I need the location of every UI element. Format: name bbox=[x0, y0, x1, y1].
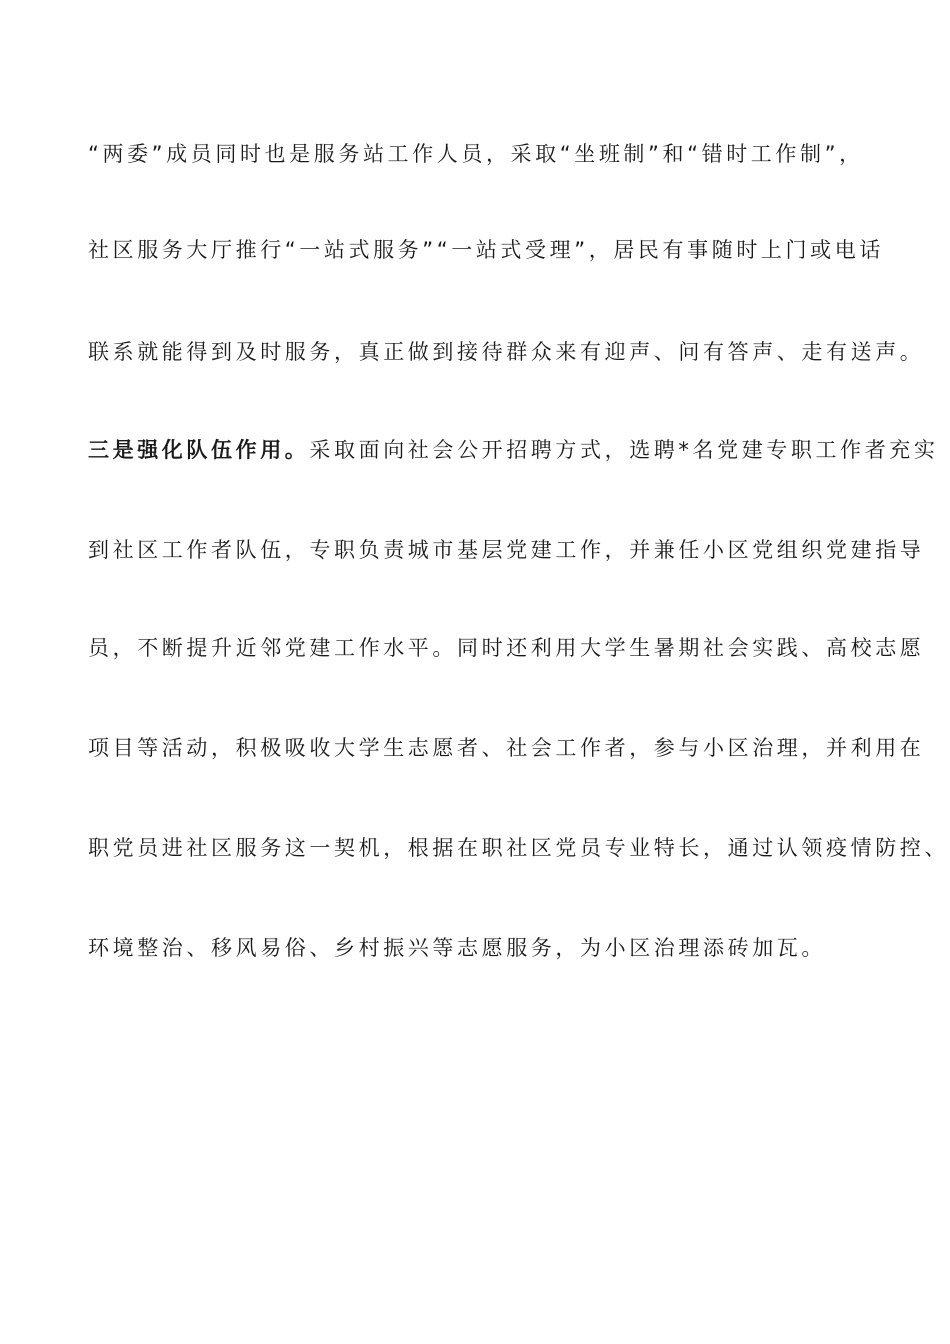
paragraph-line-6: 员，不断提升近邻党建工作水平。同时还利用大学生暑期社会实践、高校志愿 bbox=[88, 636, 925, 660]
paragraph-line-5: 到社区工作者队伍，专职负责城市基层党建工作，并兼任小区党组织党建指导 bbox=[88, 538, 925, 562]
paragraph-line-2: 社区服务大厅推行“一站式服务”“一站式受理”，居民有事随时上门或电话 bbox=[88, 238, 884, 262]
paragraph-line-7: 项目等活动，积极吸收大学生志愿者、社会工作者，参与小区治理，并利用在 bbox=[88, 736, 925, 760]
section-heading: 三是强化队伍作用。 bbox=[88, 438, 310, 462]
paragraph-line-1: “两委”成员同时也是服务站工作人员，采取“坐班制”和“错时工作制”， bbox=[88, 142, 864, 166]
paragraph-line-3: 联系就能得到及时服务，真正做到接待群众来有迎声、问有答声、走有送声。 bbox=[88, 340, 925, 364]
paragraph-line-4-text: 采取面向社会公开招聘方式，选聘*名党建专职工作者充实 bbox=[309, 438, 939, 462]
paragraph-line-9: 环境整治、移风易俗、乡村振兴等志愿服务，为小区治理添砖加瓦。 bbox=[88, 936, 826, 960]
paragraph-line-4 bbox=[88, 438, 939, 462]
paragraph-line-8: 职党员进社区服务这一契机，根据在职社区党员专业特长，通过认领疫情防控、 bbox=[88, 836, 949, 860]
